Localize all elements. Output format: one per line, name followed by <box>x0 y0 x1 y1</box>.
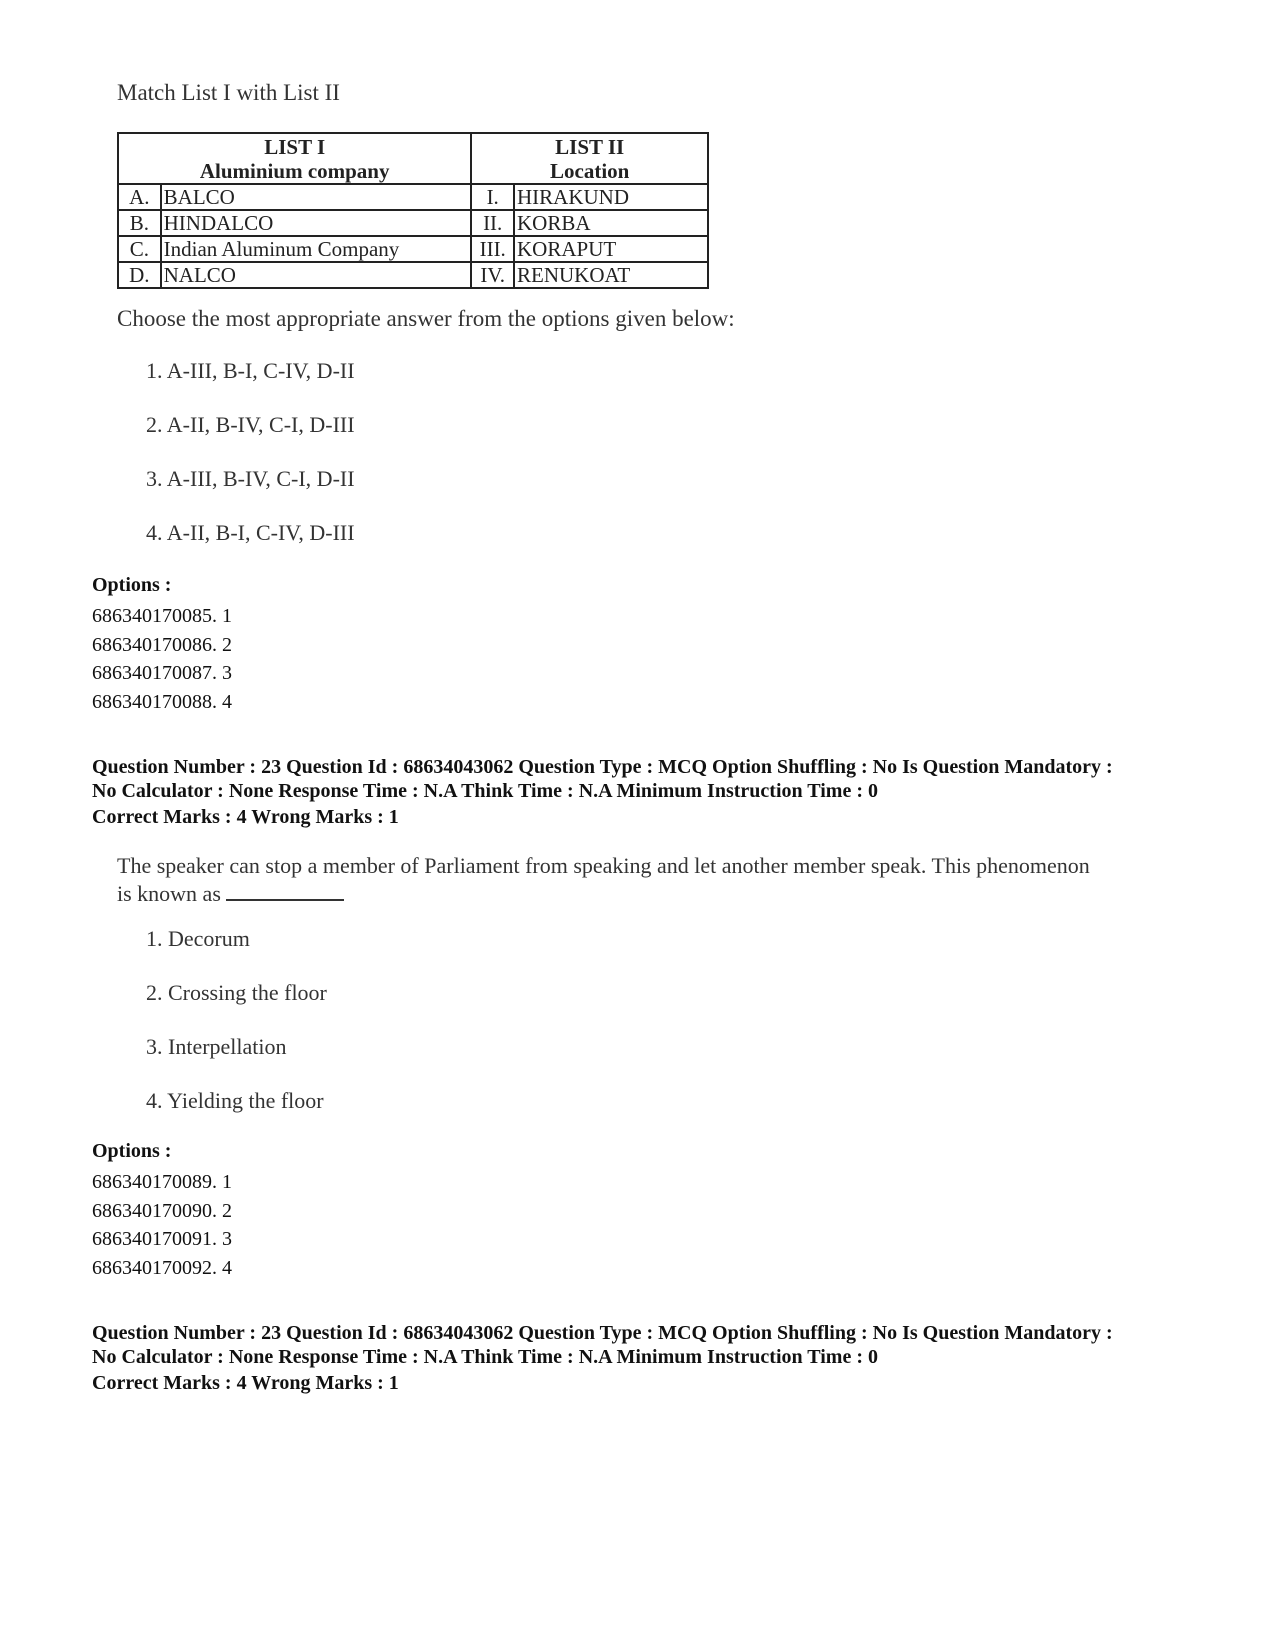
list-ii-sublabel: Location <box>550 159 630 183</box>
location-name: RENUKOAT <box>514 262 708 288</box>
answer-choice: 2. Crossing the floor <box>146 980 327 1005</box>
answer-choice: 3. Interpellation <box>146 1034 287 1059</box>
question-meta <box>92 755 1202 803</box>
answer-choice: 4. Yielding the floor <box>146 1088 324 1113</box>
row-key: I. <box>471 184 514 210</box>
question-text <box>117 852 1177 908</box>
question-meta-line: No Calculator : None Response Time : N.A Think Time : N.A Minimum Instruction Time : 0 <box>92 1346 878 1368</box>
company-name: BALCO <box>161 184 472 210</box>
location-name: HIRAKUND <box>514 184 708 210</box>
row-key: II. <box>471 210 514 236</box>
company-name: HINDALCO <box>161 210 472 236</box>
table-header-row <box>118 133 708 184</box>
option-id: 686340170088. 4 <box>92 690 232 713</box>
row-key: B. <box>118 210 161 236</box>
question-text-line-2 <box>117 880 1177 908</box>
answer-choices <box>146 356 355 572</box>
question-text-line: The speaker can stop a member of Parliament from speaking and let another member speak. This phenomenon <box>117 853 1090 878</box>
table-row <box>118 236 708 262</box>
row-key: III. <box>471 236 514 262</box>
row-key: IV. <box>471 262 514 288</box>
option-id-list <box>92 1168 232 1282</box>
location-name: KORAPUT <box>514 236 708 262</box>
options-label: Options : <box>92 574 172 596</box>
table-row <box>118 210 708 236</box>
option-id-list <box>92 602 232 716</box>
list-ii-label: LIST II <box>555 135 625 159</box>
list-i-label: LIST I <box>264 135 326 159</box>
option-id: 686340170092. 4 <box>92 1256 232 1279</box>
list-ii-header <box>471 133 708 184</box>
question-meta-line: No Calculator : None Response Time : N.A Think Time : N.A Minimum Instruction Time : 0 <box>92 780 878 802</box>
row-key: D. <box>118 262 161 288</box>
answer-choice: 2. A-II, B-IV, C-I, D-III <box>146 412 355 437</box>
question-title: Match List I with List II <box>117 80 340 105</box>
answer-choice: 1. A-III, B-I, C-IV, D-II <box>146 358 355 383</box>
option-id: 686340170086. 2 <box>92 633 232 656</box>
question-meta-line: Question Number : 23 Question Id : 68634043062 Question Type : MCQ Option Shuffling : No Is Question Mandatory : <box>92 756 1113 778</box>
location-name: KORBA <box>514 210 708 236</box>
option-id: 686340170090. 2 <box>92 1199 232 1222</box>
option-id: 686340170085. 1 <box>92 605 232 627</box>
option-id: 686340170089. 1 <box>92 1171 232 1193</box>
options-label: Options : <box>92 1140 172 1162</box>
option-id: 686340170091. 3 <box>92 1228 232 1250</box>
company-name: NALCO <box>161 262 472 288</box>
question-text-line: is known as <box>117 881 221 906</box>
answer-choices <box>146 924 327 1140</box>
table-row <box>118 262 708 288</box>
option-id: 686340170087. 3 <box>92 662 232 684</box>
row-key: A. <box>118 184 161 210</box>
question-meta <box>92 1321 1202 1369</box>
instruction-text: Choose the most appropriate answer from the options given below: <box>117 306 735 331</box>
list-i-sublabel: Aluminium company <box>199 159 390 183</box>
marks-info: Correct Marks : 4 Wrong Marks : 1 <box>92 1372 399 1394</box>
company-name: Indian Aluminum Company <box>161 236 472 262</box>
table-row <box>118 184 708 210</box>
question-meta-line: Question Number : 23 Question Id : 68634043062 Question Type : MCQ Option Shuffling : No Is Question Mandatory : <box>92 1322 1113 1344</box>
answer-choice: 3. A-III, B-IV, C-I, D-II <box>146 466 355 491</box>
answer-choice: 1. Decorum <box>146 926 250 951</box>
list-i-header <box>118 133 471 184</box>
marks-info: Correct Marks : 4 Wrong Marks : 1 <box>92 806 399 828</box>
answer-blank <box>226 881 344 901</box>
match-table <box>117 132 709 289</box>
answer-choice: 4. A-II, B-I, C-IV, D-III <box>146 520 355 545</box>
row-key: C. <box>118 236 161 262</box>
